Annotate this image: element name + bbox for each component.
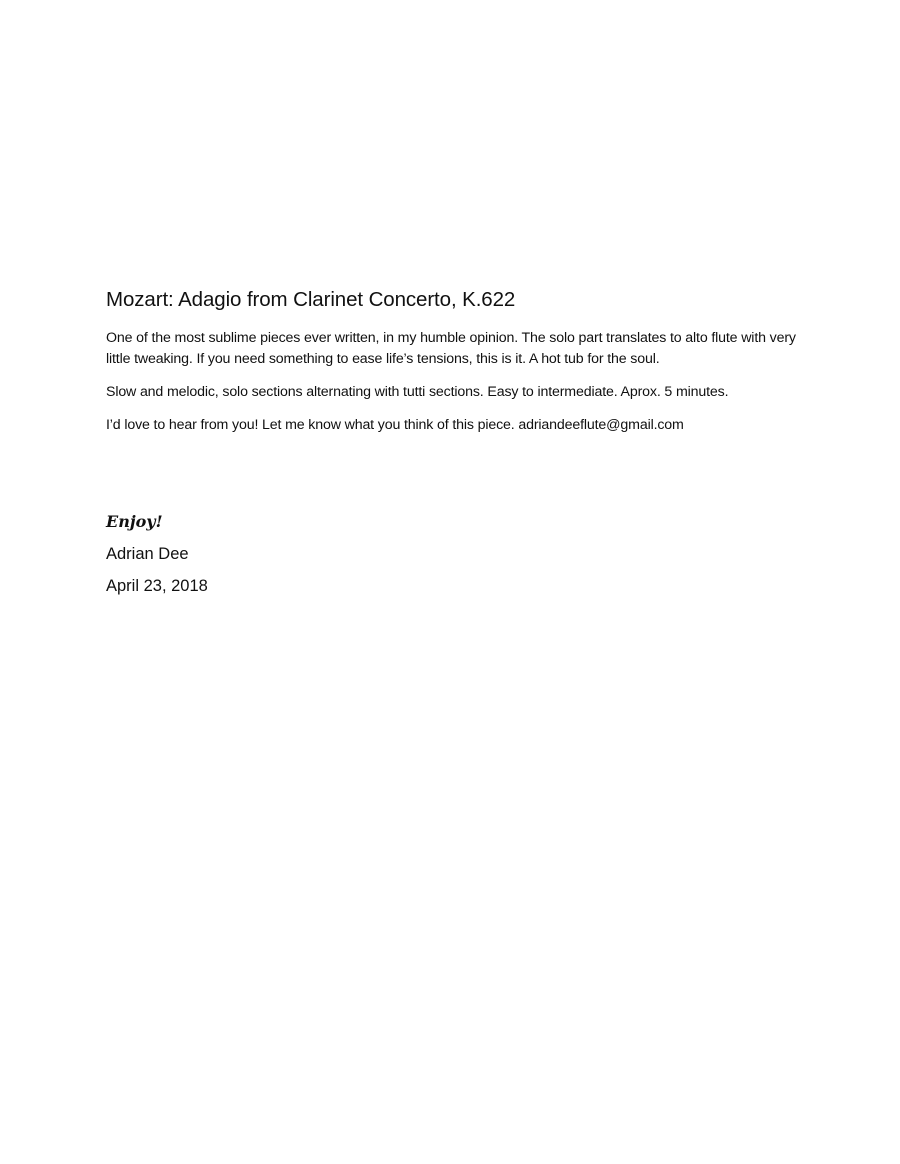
enjoy-signoff: Enjoy! [106, 512, 163, 531]
document-body [106, 286, 806, 448]
document-date: April 23, 2018 [106, 577, 208, 595]
details-paragraph: Slow and melodic, solo sections alternating with tutti sections. Easy to intermediate. Aprox. 5 minutes. [106, 384, 729, 400]
author-name: Adrian Dee [106, 545, 189, 563]
description-paragraph: One of the most sublime pieces ever written, in my humble opinion. The solo part translates to alto flute with very little tweaking. If you need something to ease life’s tensions, this is it. A hot tub for the soul. [106, 330, 796, 367]
closing-block [106, 510, 208, 606]
contact-paragraph: I’d love to hear from you! Let me know what you think of this piece. adriandeeflute@gmail.com [106, 417, 684, 433]
document-title: Mozart: Adagio from Clarinet Concerto, K.622 [106, 288, 516, 311]
